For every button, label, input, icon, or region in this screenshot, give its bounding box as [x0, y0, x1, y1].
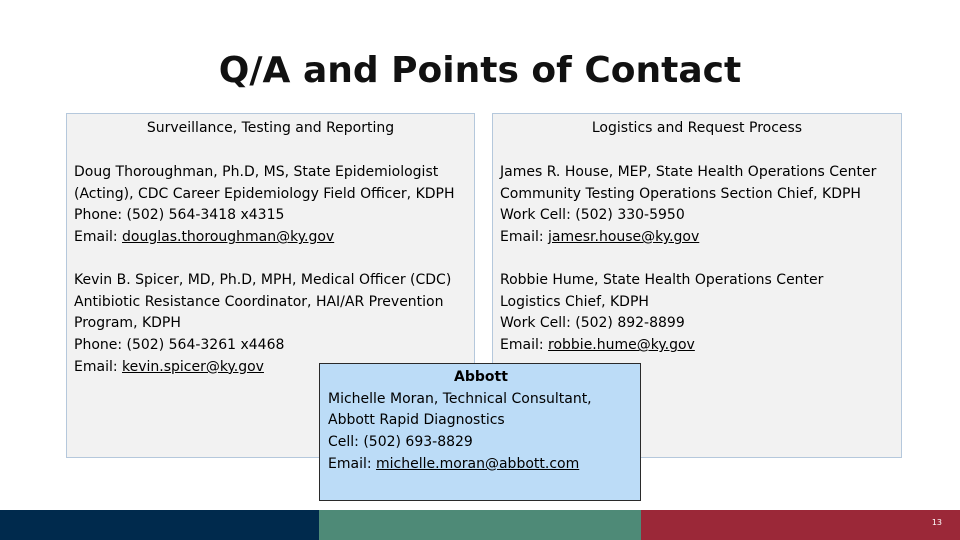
email-label: Email: [500, 229, 549, 246]
contact-doug-thoroughman [74, 162, 455, 249]
email-label: Email: [500, 337, 549, 354]
email-link[interactable]: jamesr.house@ky.gov [548, 229, 700, 246]
contact-line: Phone: (502) 564-3261 x4468 [74, 337, 285, 354]
contact-line: (Acting), CDC Career Epidemiology Field Officer, KDPH [74, 185, 455, 202]
contact-line: Phone: (502) 564-3418 x4315 [74, 207, 285, 224]
contact-line: Community Testing Operations Section Chief, KDPH [500, 185, 861, 202]
email-label: Email: [328, 455, 377, 472]
contact-line: Work Cell: (502) 892-8899 [500, 315, 685, 332]
contact-robbie-hume [500, 270, 823, 357]
contact-line: Michelle Moran, Technical Consultant, [328, 390, 592, 407]
abbott-heading: Abbott [454, 369, 508, 385]
right-panel-heading: Logistics and Request Process [591, 120, 803, 136]
email-label: Email: [74, 229, 123, 246]
email-link[interactable]: robbie.hume@ky.gov [548, 337, 695, 354]
contact-email-line [500, 227, 876, 249]
contact-line: Program, KDPH [74, 315, 181, 332]
contact-line: James R. House, MEP, State Health Operations Center [500, 164, 877, 180]
contact-line: Doug Thoroughman, Ph.D, MS, State Epidemiologist [74, 164, 439, 180]
email-link[interactable]: kevin.spicer@ky.gov [122, 358, 264, 375]
contact-line: Cell: (502) 693-8829 [328, 434, 473, 451]
left-panel-heading: Surveillance, Testing and Reporting [146, 120, 395, 136]
email-label: Email: [74, 358, 123, 375]
contact-james-house [500, 162, 876, 249]
contact-line: Work Cell: (502) 330-5950 [500, 207, 685, 224]
contact-line: Kevin B. Spicer, MD, Ph.D, MPH, Medical Officer (CDC) [74, 272, 452, 288]
contact-line: Logistics Chief, KDPH [500, 293, 649, 310]
email-link[interactable]: douglas.thoroughman@ky.gov [122, 229, 335, 246]
footer-bar-red [641, 510, 960, 540]
contact-line: Abbott Rapid Diagnostics [328, 412, 505, 429]
page-number: 13 [931, 518, 942, 527]
footer-bar-navy [0, 510, 319, 540]
email-link[interactable]: michelle.moran@abbott.com [376, 455, 580, 472]
contact-line: Robbie Hume, State Health Operations Center [500, 272, 824, 288]
footer-bar-green [319, 510, 641, 540]
abbott-contact-box [319, 363, 641, 501]
contact-email-line [74, 227, 455, 249]
contact-email-line [328, 454, 640, 476]
contact-line: Antibiotic Resistance Coordinator, HAI/AR Prevention [74, 293, 444, 310]
contact-email-line [500, 335, 823, 357]
slide-title: Q/A and Points of Contact [218, 50, 742, 91]
